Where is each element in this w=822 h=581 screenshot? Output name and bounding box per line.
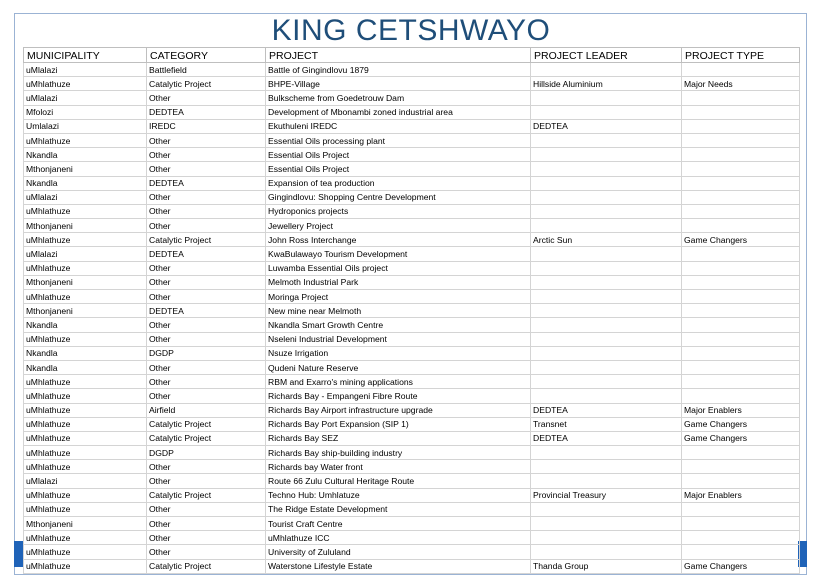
- cell-project-type: [682, 105, 800, 119]
- table-header-row: [24, 48, 800, 63]
- cell-project-leader: [531, 105, 682, 119]
- cell-project-type: Major Enablers: [682, 488, 800, 502]
- cell-project-leader: [531, 176, 682, 190]
- cell-project-leader: [531, 190, 682, 204]
- cell-project: Richards Bay - Empangeni Fibre Route: [266, 389, 531, 403]
- cell-category: DGDP: [147, 446, 266, 460]
- cell-category: DEDTEA: [147, 304, 266, 318]
- cell-municipality: uMhlathuze: [24, 531, 147, 545]
- cell-category: Other: [147, 261, 266, 275]
- cell-category: Other: [147, 162, 266, 176]
- cell-project-leader: [531, 346, 682, 360]
- cell-project-leader: [531, 332, 682, 346]
- cell-project: Techno Hub: Umhlatuze: [266, 488, 531, 502]
- cell-category: Other: [147, 148, 266, 162]
- cell-category: DGDP: [147, 346, 266, 360]
- cell-project-type: [682, 474, 800, 488]
- cell-category: Other: [147, 133, 266, 147]
- cell-project-leader: [531, 133, 682, 147]
- cell-municipality: uMhlathuze: [24, 545, 147, 559]
- cell-municipality: uMhlathuze: [24, 261, 147, 275]
- cell-project: Jewellery Project: [266, 219, 531, 233]
- cell-municipality: uMhlathuze: [24, 559, 147, 573]
- table-row: [24, 559, 800, 573]
- cell-municipality: uMhlathuze: [24, 290, 147, 304]
- cell-project: Gingindlovu: Shopping Centre Development: [266, 190, 531, 204]
- cell-project-leader: [531, 446, 682, 460]
- cell-project: Qudeni Nature Reserve: [266, 360, 531, 374]
- cell-category: Other: [147, 502, 266, 516]
- cell-category: Catalytic Project: [147, 417, 266, 431]
- cell-project-type: Major Needs: [682, 77, 800, 91]
- cell-project-leader: [531, 91, 682, 105]
- cell-municipality: Mthonjaneni: [24, 162, 147, 176]
- cell-category: Other: [147, 275, 266, 289]
- table-body: [24, 63, 800, 574]
- cell-project: RBM and Exarro's mining applications: [266, 375, 531, 389]
- cell-project-leader: [531, 162, 682, 176]
- table-row: [24, 91, 800, 105]
- cell-municipality: Mthonjaneni: [24, 517, 147, 531]
- cell-project-type: [682, 346, 800, 360]
- cell-project-type: [682, 190, 800, 204]
- cell-project: Nkandla Smart Growth Centre: [266, 318, 531, 332]
- cell-municipality: uMhlathuze: [24, 204, 147, 218]
- cell-project-leader: [531, 318, 682, 332]
- cell-municipality: uMlalazi: [24, 474, 147, 488]
- cell-project: uMhlathuze ICC: [266, 531, 531, 545]
- cell-project-leader: Hillside Aluminium: [531, 77, 682, 91]
- cell-municipality: uMhlathuze: [24, 233, 147, 247]
- cell-project: Essential Oils Project: [266, 162, 531, 176]
- table-row: [24, 119, 800, 133]
- cell-project-type: [682, 261, 800, 275]
- cell-category: DEDTEA: [147, 105, 266, 119]
- table-row: [24, 389, 800, 403]
- cell-municipality: Mfolozi: [24, 105, 147, 119]
- cell-project-leader: [531, 148, 682, 162]
- cell-project-leader: DEDTEA: [531, 119, 682, 133]
- cell-project-type: Game Changers: [682, 417, 800, 431]
- table-row: [24, 261, 800, 275]
- cell-municipality: uMlalazi: [24, 91, 147, 105]
- cell-project-leader: [531, 304, 682, 318]
- table-row: [24, 431, 800, 445]
- table-row: [24, 304, 800, 318]
- table-row: [24, 77, 800, 91]
- column-header-project: PROJECT: [266, 48, 531, 63]
- cell-municipality: uMhlathuze: [24, 446, 147, 460]
- cell-project: Expansion of tea production: [266, 176, 531, 190]
- cell-category: Battlefield: [147, 63, 266, 77]
- cell-project-type: [682, 360, 800, 374]
- cell-municipality: uMhlathuze: [24, 417, 147, 431]
- cell-project-leader: [531, 290, 682, 304]
- table-row: [24, 133, 800, 147]
- cell-project: Richards Bay Port Expansion (SIP 1): [266, 417, 531, 431]
- cell-project: Essential Oils Project: [266, 148, 531, 162]
- page-title: KING CETSHWAYO: [271, 14, 551, 47]
- cell-project-leader: [531, 474, 682, 488]
- cell-project-type: [682, 460, 800, 474]
- cell-project-type: [682, 389, 800, 403]
- cell-project: Essential Oils processing plant: [266, 133, 531, 147]
- cell-project-type: [682, 133, 800, 147]
- cell-category: Other: [147, 204, 266, 218]
- table-row: [24, 318, 800, 332]
- cell-project-type: [682, 446, 800, 460]
- cell-category: Other: [147, 460, 266, 474]
- cell-category: DEDTEA: [147, 176, 266, 190]
- cell-category: Catalytic Project: [147, 559, 266, 573]
- cell-project: Tourist Craft Centre: [266, 517, 531, 531]
- cell-municipality: uMhlathuze: [24, 460, 147, 474]
- cell-category: Other: [147, 290, 266, 304]
- table-row: [24, 360, 800, 374]
- cell-category: Other: [147, 375, 266, 389]
- table-row: [24, 531, 800, 545]
- cell-project: Waterstone Lifestyle Estate: [266, 559, 531, 573]
- cell-project-type: [682, 531, 800, 545]
- cell-project-type: [682, 502, 800, 516]
- table-row: [24, 517, 800, 531]
- cell-category: IREDC: [147, 119, 266, 133]
- cell-project: Development of Mbonambi zoned industrial area: [266, 105, 531, 119]
- cell-municipality: Nkandla: [24, 148, 147, 162]
- cell-project-type: [682, 247, 800, 261]
- cell-project: Moringa Project: [266, 290, 531, 304]
- table-row: [24, 219, 800, 233]
- cell-project-leader: [531, 460, 682, 474]
- table-row: [24, 474, 800, 488]
- cell-municipality: uMlalazi: [24, 63, 147, 77]
- cell-category: Other: [147, 517, 266, 531]
- cell-category: Catalytic Project: [147, 233, 266, 247]
- cell-category: DEDTEA: [147, 247, 266, 261]
- cell-project-type: [682, 148, 800, 162]
- cell-project-leader: [531, 63, 682, 77]
- cell-category: Catalytic Project: [147, 77, 266, 91]
- column-header-category: CATEGORY: [147, 48, 266, 63]
- cell-project-leader: [531, 389, 682, 403]
- cell-project: Richards Bay SEZ: [266, 431, 531, 445]
- table-row: [24, 162, 800, 176]
- column-header-project-leader: PROJECT LEADER: [531, 48, 682, 63]
- table-row: [24, 204, 800, 218]
- cell-project: Luwamba Essential Oils project: [266, 261, 531, 275]
- table-row: [24, 545, 800, 559]
- table-row: [24, 63, 800, 77]
- cell-municipality: uMhlathuze: [24, 77, 147, 91]
- table-row: [24, 233, 800, 247]
- cell-project-leader: [531, 360, 682, 374]
- cell-project-type: [682, 275, 800, 289]
- cell-project-leader: [531, 261, 682, 275]
- cell-project-leader: [531, 204, 682, 218]
- cell-category: Other: [147, 531, 266, 545]
- cell-municipality: Mthonjaneni: [24, 219, 147, 233]
- table-row: [24, 148, 800, 162]
- cell-project-leader: [531, 375, 682, 389]
- table-row: [24, 460, 800, 474]
- table-row: [24, 332, 800, 346]
- table-row: [24, 417, 800, 431]
- cell-project: John Ross Interchange: [266, 233, 531, 247]
- cell-project-type: [682, 176, 800, 190]
- cell-project: Bulkscheme from Goedetrouw Dam: [266, 91, 531, 105]
- table-row: [24, 502, 800, 516]
- cell-project: Nseleni Industrial Development: [266, 332, 531, 346]
- cell-project-type: [682, 290, 800, 304]
- cell-category: Other: [147, 332, 266, 346]
- cell-municipality: Nkandla: [24, 346, 147, 360]
- cell-municipality: uMhlathuze: [24, 133, 147, 147]
- cell-municipality: Nkandla: [24, 318, 147, 332]
- cell-municipality: Mthonjaneni: [24, 304, 147, 318]
- cell-project-type: [682, 318, 800, 332]
- cell-project-type: [682, 162, 800, 176]
- cell-project-type: Game Changers: [682, 559, 800, 573]
- cell-project: Nsuze Irrigation: [266, 346, 531, 360]
- cell-project-leader: Thanda Group: [531, 559, 682, 573]
- cell-project-leader: Arctic Sun: [531, 233, 682, 247]
- cell-category: Other: [147, 389, 266, 403]
- cell-project: Battle of Gingindlovu 1879: [266, 63, 531, 77]
- cell-municipality: uMhlathuze: [24, 488, 147, 502]
- cell-category: Other: [147, 318, 266, 332]
- cell-municipality: Nkandla: [24, 360, 147, 374]
- cell-project: Richards Bay ship-building industry: [266, 446, 531, 460]
- cell-project-type: Game Changers: [682, 431, 800, 445]
- table-row: [24, 190, 800, 204]
- cell-municipality: Mthonjaneni: [24, 275, 147, 289]
- cell-municipality: uMhlathuze: [24, 375, 147, 389]
- cell-category: Other: [147, 91, 266, 105]
- cell-category: Other: [147, 545, 266, 559]
- cell-project: Ekuthuleni IREDC: [266, 119, 531, 133]
- cell-project-leader: [531, 502, 682, 516]
- cell-project-leader: [531, 247, 682, 261]
- cell-project-type: [682, 375, 800, 389]
- projects-table: [23, 47, 800, 574]
- table-row: [24, 446, 800, 460]
- table-row: [24, 403, 800, 417]
- cell-project-leader: Provincial Treasury: [531, 488, 682, 502]
- cell-municipality: uMhlathuze: [24, 389, 147, 403]
- left-accent-bar: [14, 541, 23, 567]
- cell-municipality: uMhlathuze: [24, 502, 147, 516]
- table-row: [24, 176, 800, 190]
- table-row: [24, 488, 800, 502]
- cell-category: Catalytic Project: [147, 488, 266, 502]
- cell-category: Airfield: [147, 403, 266, 417]
- cell-project-type: Major Enablers: [682, 403, 800, 417]
- cell-project-leader: [531, 275, 682, 289]
- table-row: [24, 375, 800, 389]
- cell-project-type: Game Changers: [682, 233, 800, 247]
- table-row: [24, 275, 800, 289]
- cell-category: Catalytic Project: [147, 431, 266, 445]
- cell-project-type: [682, 332, 800, 346]
- cell-project-leader: DEDTEA: [531, 431, 682, 445]
- cell-project: The Ridge Estate Development: [266, 502, 531, 516]
- cell-project-type: [682, 204, 800, 218]
- cell-municipality: Umlalazi: [24, 119, 147, 133]
- cell-project: Hydroponics projects: [266, 204, 531, 218]
- cell-project-type: [682, 545, 800, 559]
- cell-project-type: [682, 91, 800, 105]
- cell-project-type: [682, 219, 800, 233]
- cell-municipality: uMhlathuze: [24, 332, 147, 346]
- cell-category: Other: [147, 190, 266, 204]
- cell-project-type: [682, 63, 800, 77]
- cell-project: Richards bay Water front: [266, 460, 531, 474]
- cell-municipality: uMlalazi: [24, 190, 147, 204]
- cell-project: Melmoth Industrial Park: [266, 275, 531, 289]
- cell-project-type: [682, 119, 800, 133]
- table-row: [24, 290, 800, 304]
- cell-project-type: [682, 517, 800, 531]
- cell-project: BHPE-Village: [266, 77, 531, 91]
- column-header-municipality: MUNICIPALITY: [24, 48, 147, 63]
- table-row: [24, 247, 800, 261]
- table-row: [24, 105, 800, 119]
- column-header-project-type: PROJECT TYPE: [682, 48, 800, 63]
- cell-municipality: Nkandla: [24, 176, 147, 190]
- cell-project: KwaBulawayo Tourism Development: [266, 247, 531, 261]
- cell-project: Richards Bay Airport infrastructure upgrade: [266, 403, 531, 417]
- cell-project-leader: [531, 531, 682, 545]
- cell-project: Route 66 Zulu Cultural Heritage Route: [266, 474, 531, 488]
- cell-municipality: uMhlathuze: [24, 403, 147, 417]
- cell-category: Other: [147, 219, 266, 233]
- cell-project-leader: [531, 517, 682, 531]
- cell-municipality: uMhlathuze: [24, 431, 147, 445]
- cell-project-leader: Transnet: [531, 417, 682, 431]
- cell-project-leader: [531, 545, 682, 559]
- cell-category: Other: [147, 474, 266, 488]
- cell-project-leader: DEDTEA: [531, 403, 682, 417]
- cell-project-leader: [531, 219, 682, 233]
- cell-category: Other: [147, 360, 266, 374]
- table-row: [24, 346, 800, 360]
- cell-municipality: uMlalazi: [24, 247, 147, 261]
- cell-project-type: [682, 304, 800, 318]
- cell-project: University of Zululand: [266, 545, 531, 559]
- cell-project: New mine near Melmoth: [266, 304, 531, 318]
